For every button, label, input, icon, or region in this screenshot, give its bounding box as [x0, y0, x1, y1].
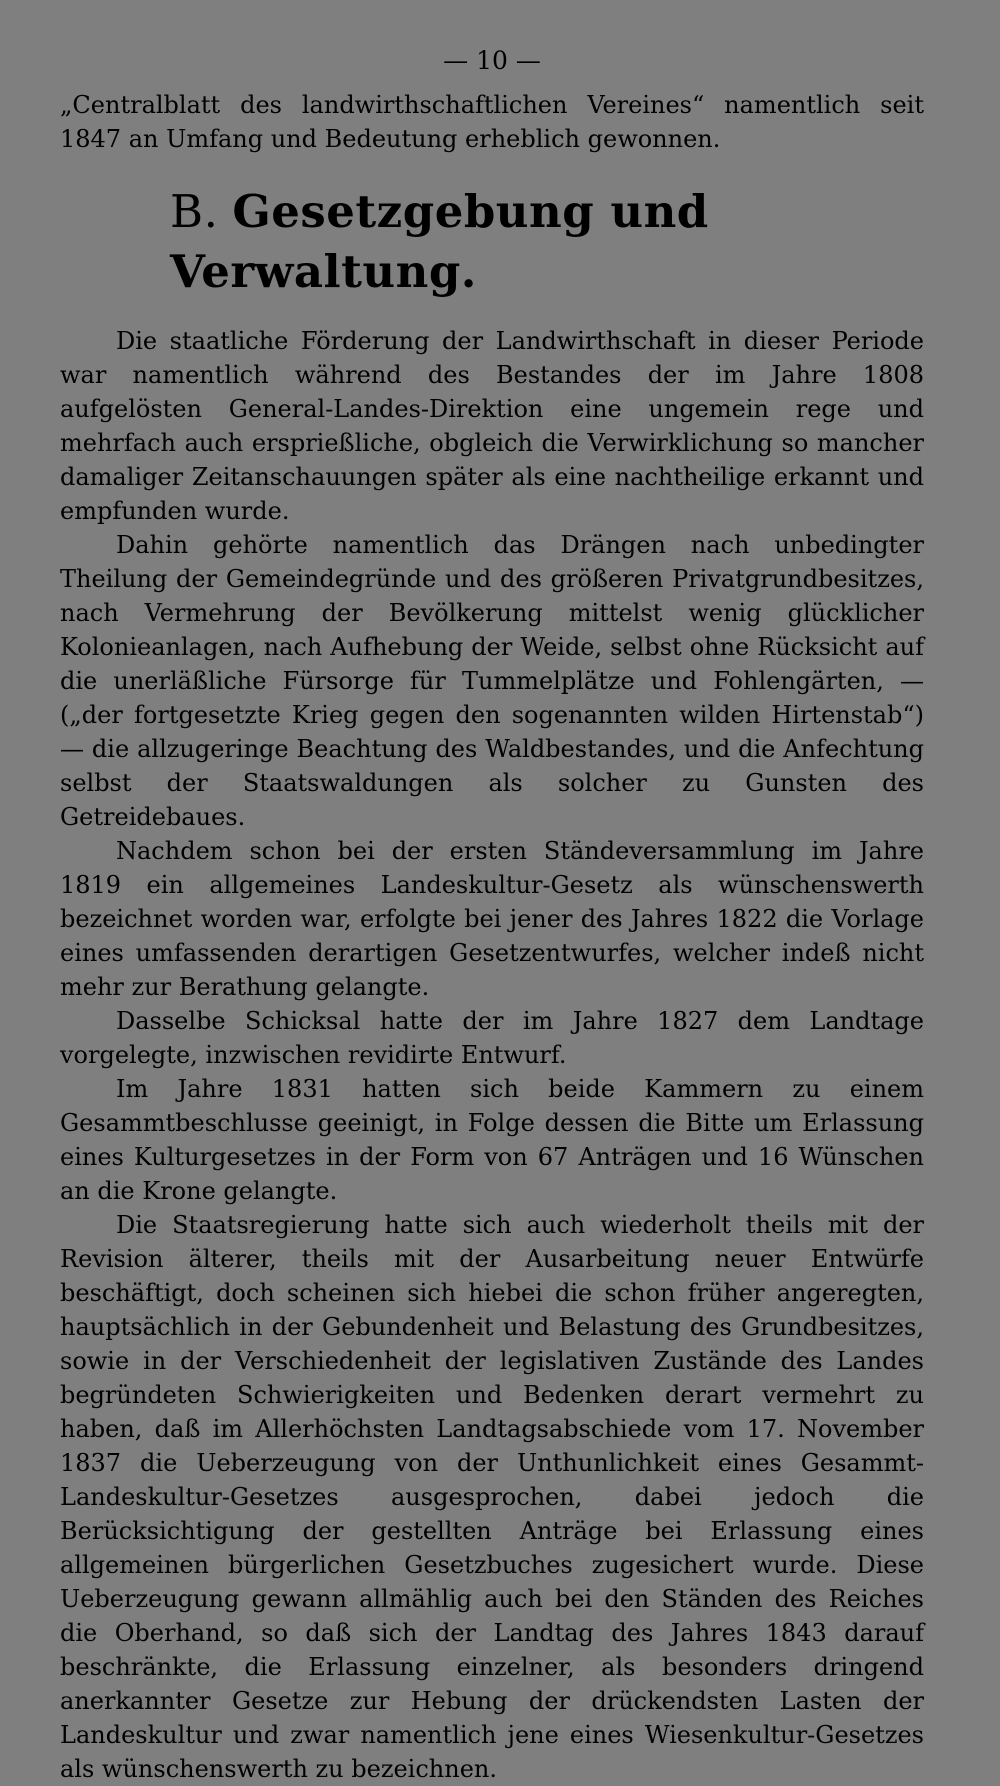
paragraph-3: Nachdem schon bei der ersten Ständeversammlung im Jahre 1819 ein allgemeines Landeskultur-Gesetz als wünschenswerth bezeichnet worden war, erfolgte bei jener des Jahres 1822 die Vorlage eines umfassenden derartigen Gesetzentwurfes, welcher indeß nicht mehr zur Berathung gelangte.	[60, 837, 924, 1001]
paragraph-2: Dahin gehörte namentlich das Drängen nach unbedingter Theilung der Gemeindegründe und des größeren Privatgrundbesitzes, nach Vermehrung der Bevölkerung mittelst wenig glücklicher Kolonieanlagen, nach Aufhebung der Weide, selbst ohne Rücksicht auf die unerläßliche Fürsorge für Tummelplätze und Fohlengärten, — („der fortgesetzte Krieg gegen den sogenannten wilden Hirtenstab“) — die allzugeringe Beachtung des Waldbestandes, und die Anfechtung selbst der Staatswaldungen als solcher zu Gunsten des Getreidebaues.	[60, 531, 924, 831]
document-page	[60, 38, 924, 1786]
paragraph-1: Die staatliche Förderung der Landwirthschaft in dieser Periode war namentlich während des Bestandes der im Jahre 1808 aufgelösten General-Landes-Direktion eine ungemein rege und mehrfach auch ersprießliche, obgleich die Verwirklichung so mancher damaliger Zeitanschauungen später als eine nachtheilige erkannt und empfunden wurde.	[60, 327, 924, 525]
intro-paragraph: „Centralblatt des landwirthschaftlichen Vereines“ namentlich seit 1847 an Umfang und Bedeutung erheblich gewonnen.	[60, 91, 924, 153]
section-letter: B.	[170, 185, 219, 238]
section-title: Gesetzgebung und Verwaltung.	[170, 185, 709, 298]
page-number: — 10 —	[443, 46, 541, 75]
paragraph-4: Dasselbe Schicksal hatte der im Jahre 1827 dem Landtage vorgelegte, inzwischen revidirte Entwurf.	[60, 1007, 924, 1069]
paragraph-5: Im Jahre 1831 hatten sich beide Kammern zu einem Gesammtbeschlusse geeinigt, in Folge dessen die Bitte um Erlassung eines Kulturgesetzes in der Form von 67 Anträgen und 16 Wünschen an die Krone gelangte.	[60, 1075, 924, 1205]
paragraph-6: Die Staatsregierung hatte sich auch wiederholt theils mit der Revision älterer, theils mit der Ausarbeitung neuer Entwürfe beschäftigt, doch scheinen sich hiebei die schon früher angeregten, hauptsächlich in der Gebundenheit und Belastung des Grundbesitzes, sowie in der Verschiedenheit der legislativen Zustände des Landes begründeten Schwierigkeiten und Bedenken derart vermehrt zu haben, daß im Allerhöchsten Landtagsabschiede vom 17. November 1837 die Ueberzeugung von der Unthunlichkeit eines Gesammt-Landeskultur-Gesetzes ausgesprochen, dabei jedoch die Berücksichtigung der gestellten Anträge bei Erlassung eines allgemeinen bürgerlichen Gesetzbuches zugesichert wurde. Diese Ueberzeugung gewann allmählig auch bei den Ständen des Reiches die Oberhand, so daß sich der Landtag des Jahres 1843 darauf beschränkte, die Erlassung einzelner, als besonders dringend anerkannter Gesetze zur Hebung der drückendsten Lasten der Landeskultur und zwar namentlich jene eines Wiesenkultur-Gesetzes als wünschenswerth zu bezeichnen.	[60, 1211, 924, 1783]
section-heading	[170, 182, 924, 302]
